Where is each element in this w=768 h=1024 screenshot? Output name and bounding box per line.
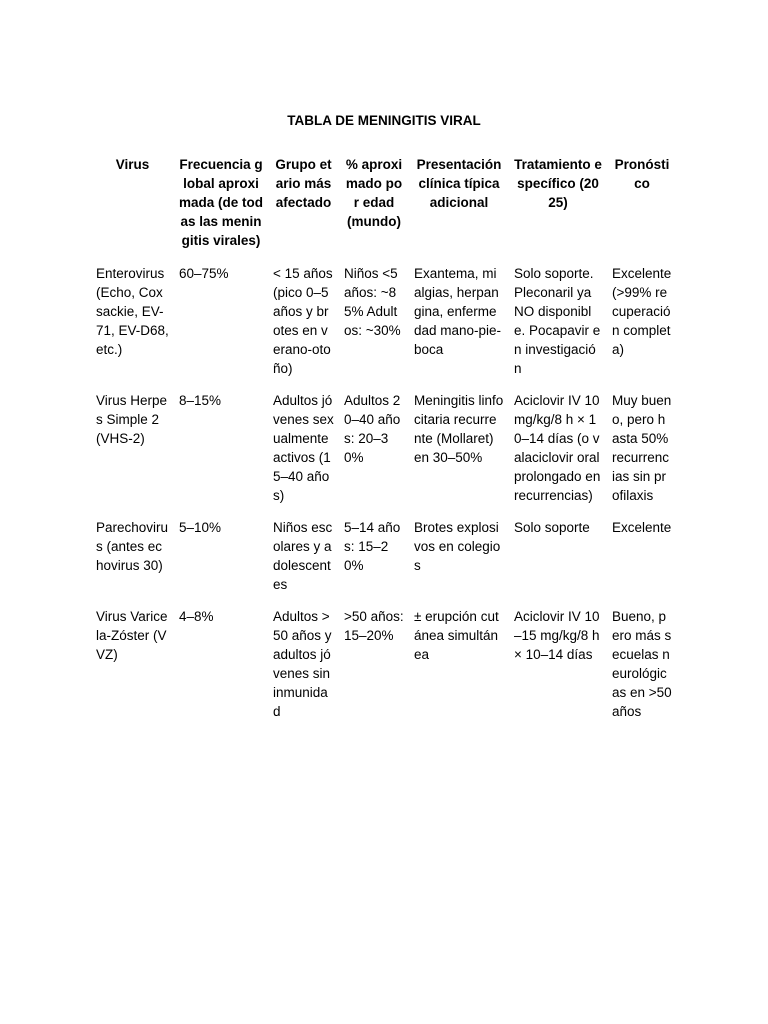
table-cell: Niños escolares y adolescentes [273, 520, 333, 592]
table-cell: 5–14 años: 15–20% [344, 520, 401, 573]
meningitis-table [91, 155, 677, 734]
header-grupo-etario: Grupo etario más afectado [275, 157, 332, 210]
table-cell: Adultos jóvenes sexualmente activos (15–40 años) [273, 393, 334, 503]
table-cell: Solo soporte. Pleconaril ya NO disponible. Pocapavir en investigación [514, 266, 601, 376]
table-cell: 4–8% [179, 609, 214, 624]
header-virus: Virus [115, 157, 150, 172]
table-row [91, 607, 677, 734]
table-cell: 8–15% [179, 393, 222, 408]
table-cell: Meningitis linfocitaria recurrente (Mollaret) en 30–50% [414, 393, 504, 465]
table-cell: 5–10% [179, 520, 222, 535]
table-cell: Solo soporte [514, 520, 590, 535]
table-cell: Brotes explosivos en colegios [414, 520, 501, 573]
table-cell: Parechovirus (antes echovirus 30) [96, 520, 169, 573]
table-cell: Virus Herpes Simple 2 (VHS-2) [96, 393, 168, 446]
header-tratamiento: Tratamiento específico (2025) [514, 157, 602, 210]
table-cell: ± erupción cutánea simultánea [414, 609, 499, 662]
table-header-row [91, 155, 677, 264]
table-cell: < 15 años (pico 0–5 años y brotes en verano-otoño) [273, 266, 333, 376]
table-cell: Niños <5 años: ~85% Adultos: ~30% [344, 266, 401, 338]
header-pronostico: Pronóstico [614, 157, 670, 191]
table-cell: 60–75% [179, 266, 229, 281]
header-porcentaje-edad: % aproximado por edad (mundo) [345, 157, 403, 229]
table-row [91, 264, 677, 391]
table-cell: Excelente (>99% recuperación completa) [612, 266, 672, 357]
table-cell: Adultos >50 años y adultos jóvenes sin inmunidad [273, 609, 332, 719]
table-cell: Exantema, mialgias, herpangina, enfermedad mano-pie-boca [414, 266, 502, 357]
table-cell: Aciclovir IV 10–15 mg/kg/8 h × 10–14 días [514, 609, 600, 662]
table-cell: Enterovirus (Echo, Coxsackie, EV-71, EV-D68, etc.) [96, 266, 169, 357]
table-cell: Bueno, pero más secuelas neurológicas en >50 años [612, 609, 672, 719]
table-cell: Muy bueno, pero hasta 50% recurrencias sin profilaxis [612, 393, 672, 503]
table-cell: Aciclovir IV 10 mg/kg/8 h × 10–14 días (o valaciclovir oral prolongado en recurrencias) [514, 393, 601, 503]
table-cell: Virus Varicela-Zóster (VVZ) [96, 609, 168, 662]
table-row [91, 518, 677, 607]
header-frecuencia: Frecuencia global aproximada (de todas las meningitis virales) [179, 157, 264, 248]
table-cell: >50 años: 15–20% [344, 609, 404, 643]
table-cell: Adultos 20–40 años: 20–30% [344, 393, 401, 465]
table-row [91, 391, 677, 518]
table-cell: Excelente [612, 520, 672, 535]
document-title: TABLA DE MENINGITIS VIRAL [287, 113, 481, 128]
header-presentacion: Presentación clínica típica adicional [416, 157, 502, 210]
